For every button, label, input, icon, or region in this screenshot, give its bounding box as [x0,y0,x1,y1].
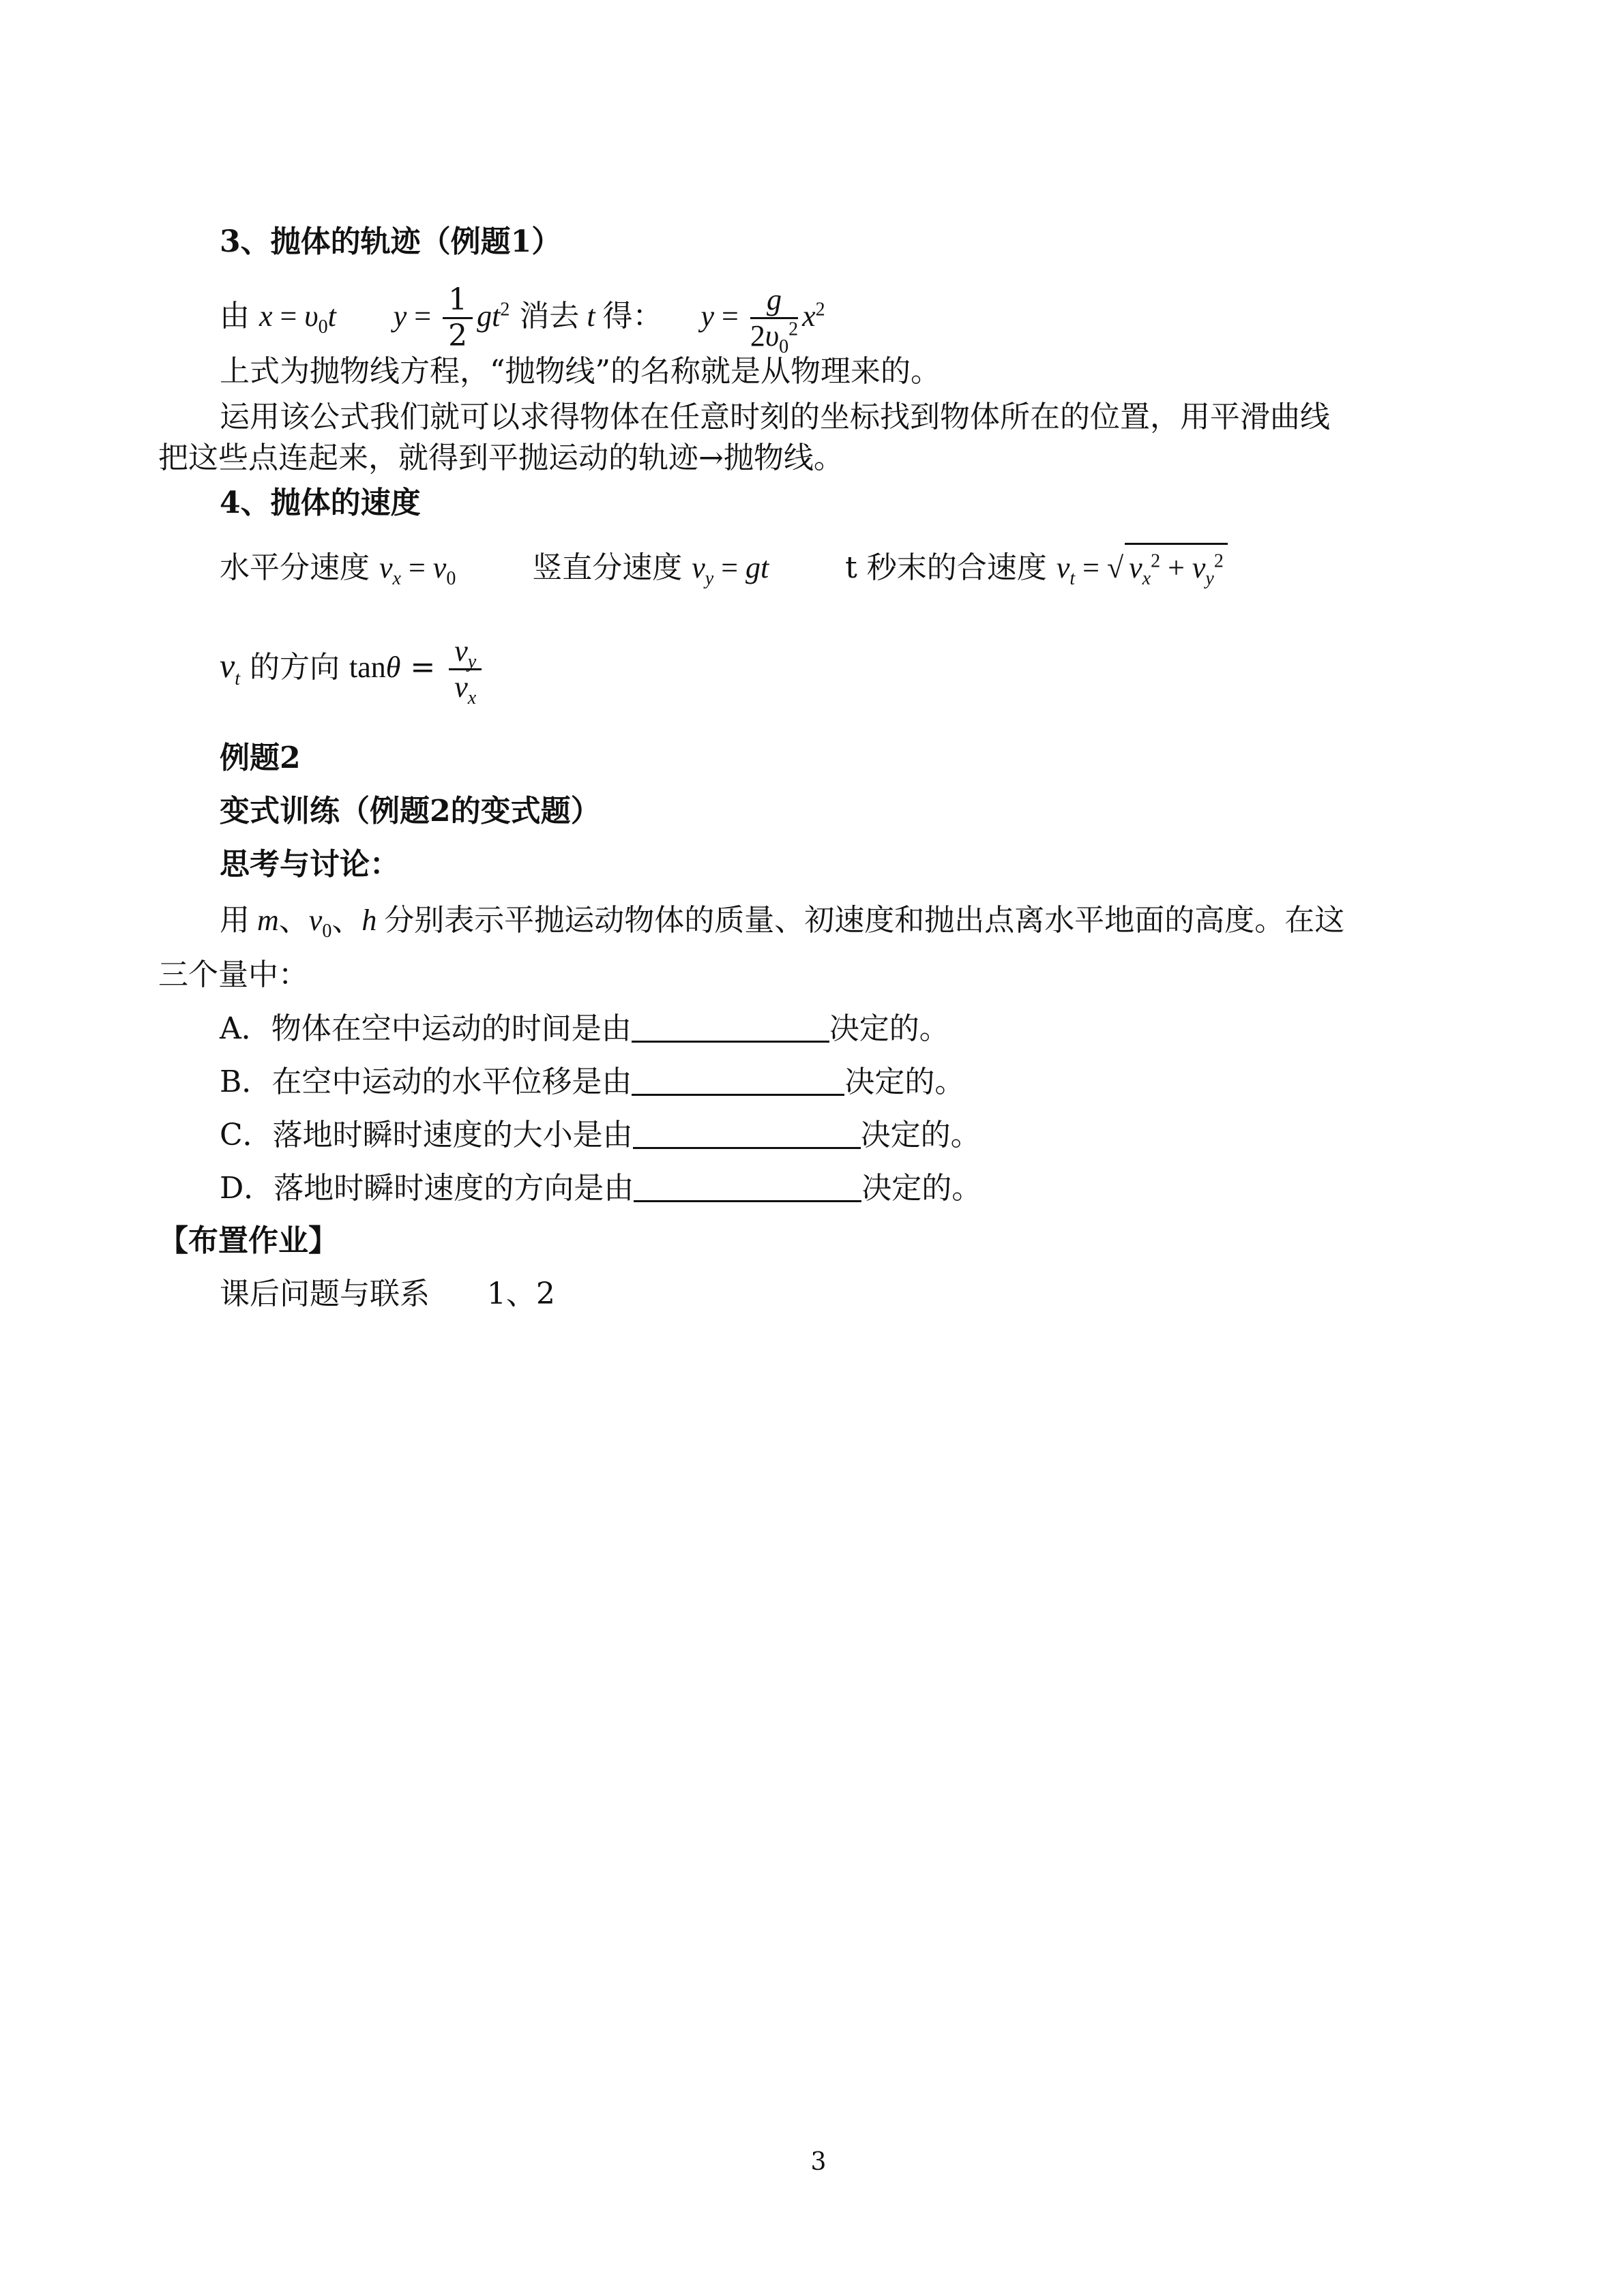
page-number: 3 [810,2148,827,2176]
usage-text-1: 运用该公式我们就可以求得物体在任意时刻的坐标找到物体所在的位置，用平滑曲线 [220,400,1330,434]
example-2: 例题2 [220,741,301,775]
question-d: D．落地时瞬时速度的方向是由 决定的。 [220,1167,981,1209]
formula-y: y = [393,299,439,333]
discussion-intro-1: 用 m、$v_0$、h 分别表示平抛运动物体的质量、初速度和抛出点离水平地面的高度。在这 [220,903,1345,942]
answer-blank-a[interactable] [632,1008,829,1043]
usage-text-2: 把这些点连起来，就得到平抛运动的轨迹→抛物线。 [158,441,844,475]
homework-assignment: 课后问题与联系 1、2 [220,1277,555,1311]
question-c: C．落地时瞬时速度的大小是由 决定的。 [220,1114,981,1156]
fraction-g-over-2v0sq: $\frac{g}{2\upsilon_0^2}$ [750,283,799,357]
variant-training: 变式训练（例题2的变式题） [220,794,601,829]
section-3-heading: 3、抛体的轨迹（例题1） [220,224,562,259]
answer-blank-b[interactable] [632,1061,844,1096]
formula-vy: $v_y$ = gt [692,551,769,589]
answer-blank-c[interactable] [633,1114,861,1149]
fraction-half: $\frac{1}{2}$ [443,283,473,353]
question-b: B．在空中运动的水平位移是由 决定的。 [220,1061,964,1103]
question-a: A．物体在空中运动的时间是由 决定的。 [220,1008,949,1049]
trajectory-derivation: 由 $x = \upsilon_0t$ y = $\frac{1}{2}$ $gt^2$ 消去 t 得： y = $\frac{g}{2\upsilon_0^2}$ $x^2$ [220,282,825,357]
fraction-vy-over-vx: $\frac{v_y}{v_x}$ [449,634,482,704]
answer-blank-d[interactable] [634,1167,861,1202]
formula-x: $x = \upsilon_0t$ [259,299,336,338]
velocity-components: 水平分速度 $v_x = v_0$ 竖直分速度 $v_y$ = gt t 秒末的合速度 $v_t$ = √ $v_x^2 + v_y^2$ [220,543,1228,588]
formula-vx: $v_x = v_0$ [379,551,456,589]
section-4-heading: 4、抛体的速度 [220,486,421,520]
parabola-note: 上式为抛物线方程，“抛物线”的名称就是从物理来的。 [220,354,941,389]
velocity-direction: $v_t$ 的方向 tanθ = $\frac{v_y}{v_x}$ [220,634,486,704]
homework-heading: 【布置作业】 [158,1223,338,1258]
formula-tan: tan [349,651,386,684]
discussion-heading: 思考与讨论： [220,847,400,882]
discussion-intro-2: 三个量中： [158,957,308,992]
formula-vt: $v_t$ = √ $v_x^2 + v_y^2$ [1057,551,1228,584]
formula-parabola: y = [700,299,746,333]
